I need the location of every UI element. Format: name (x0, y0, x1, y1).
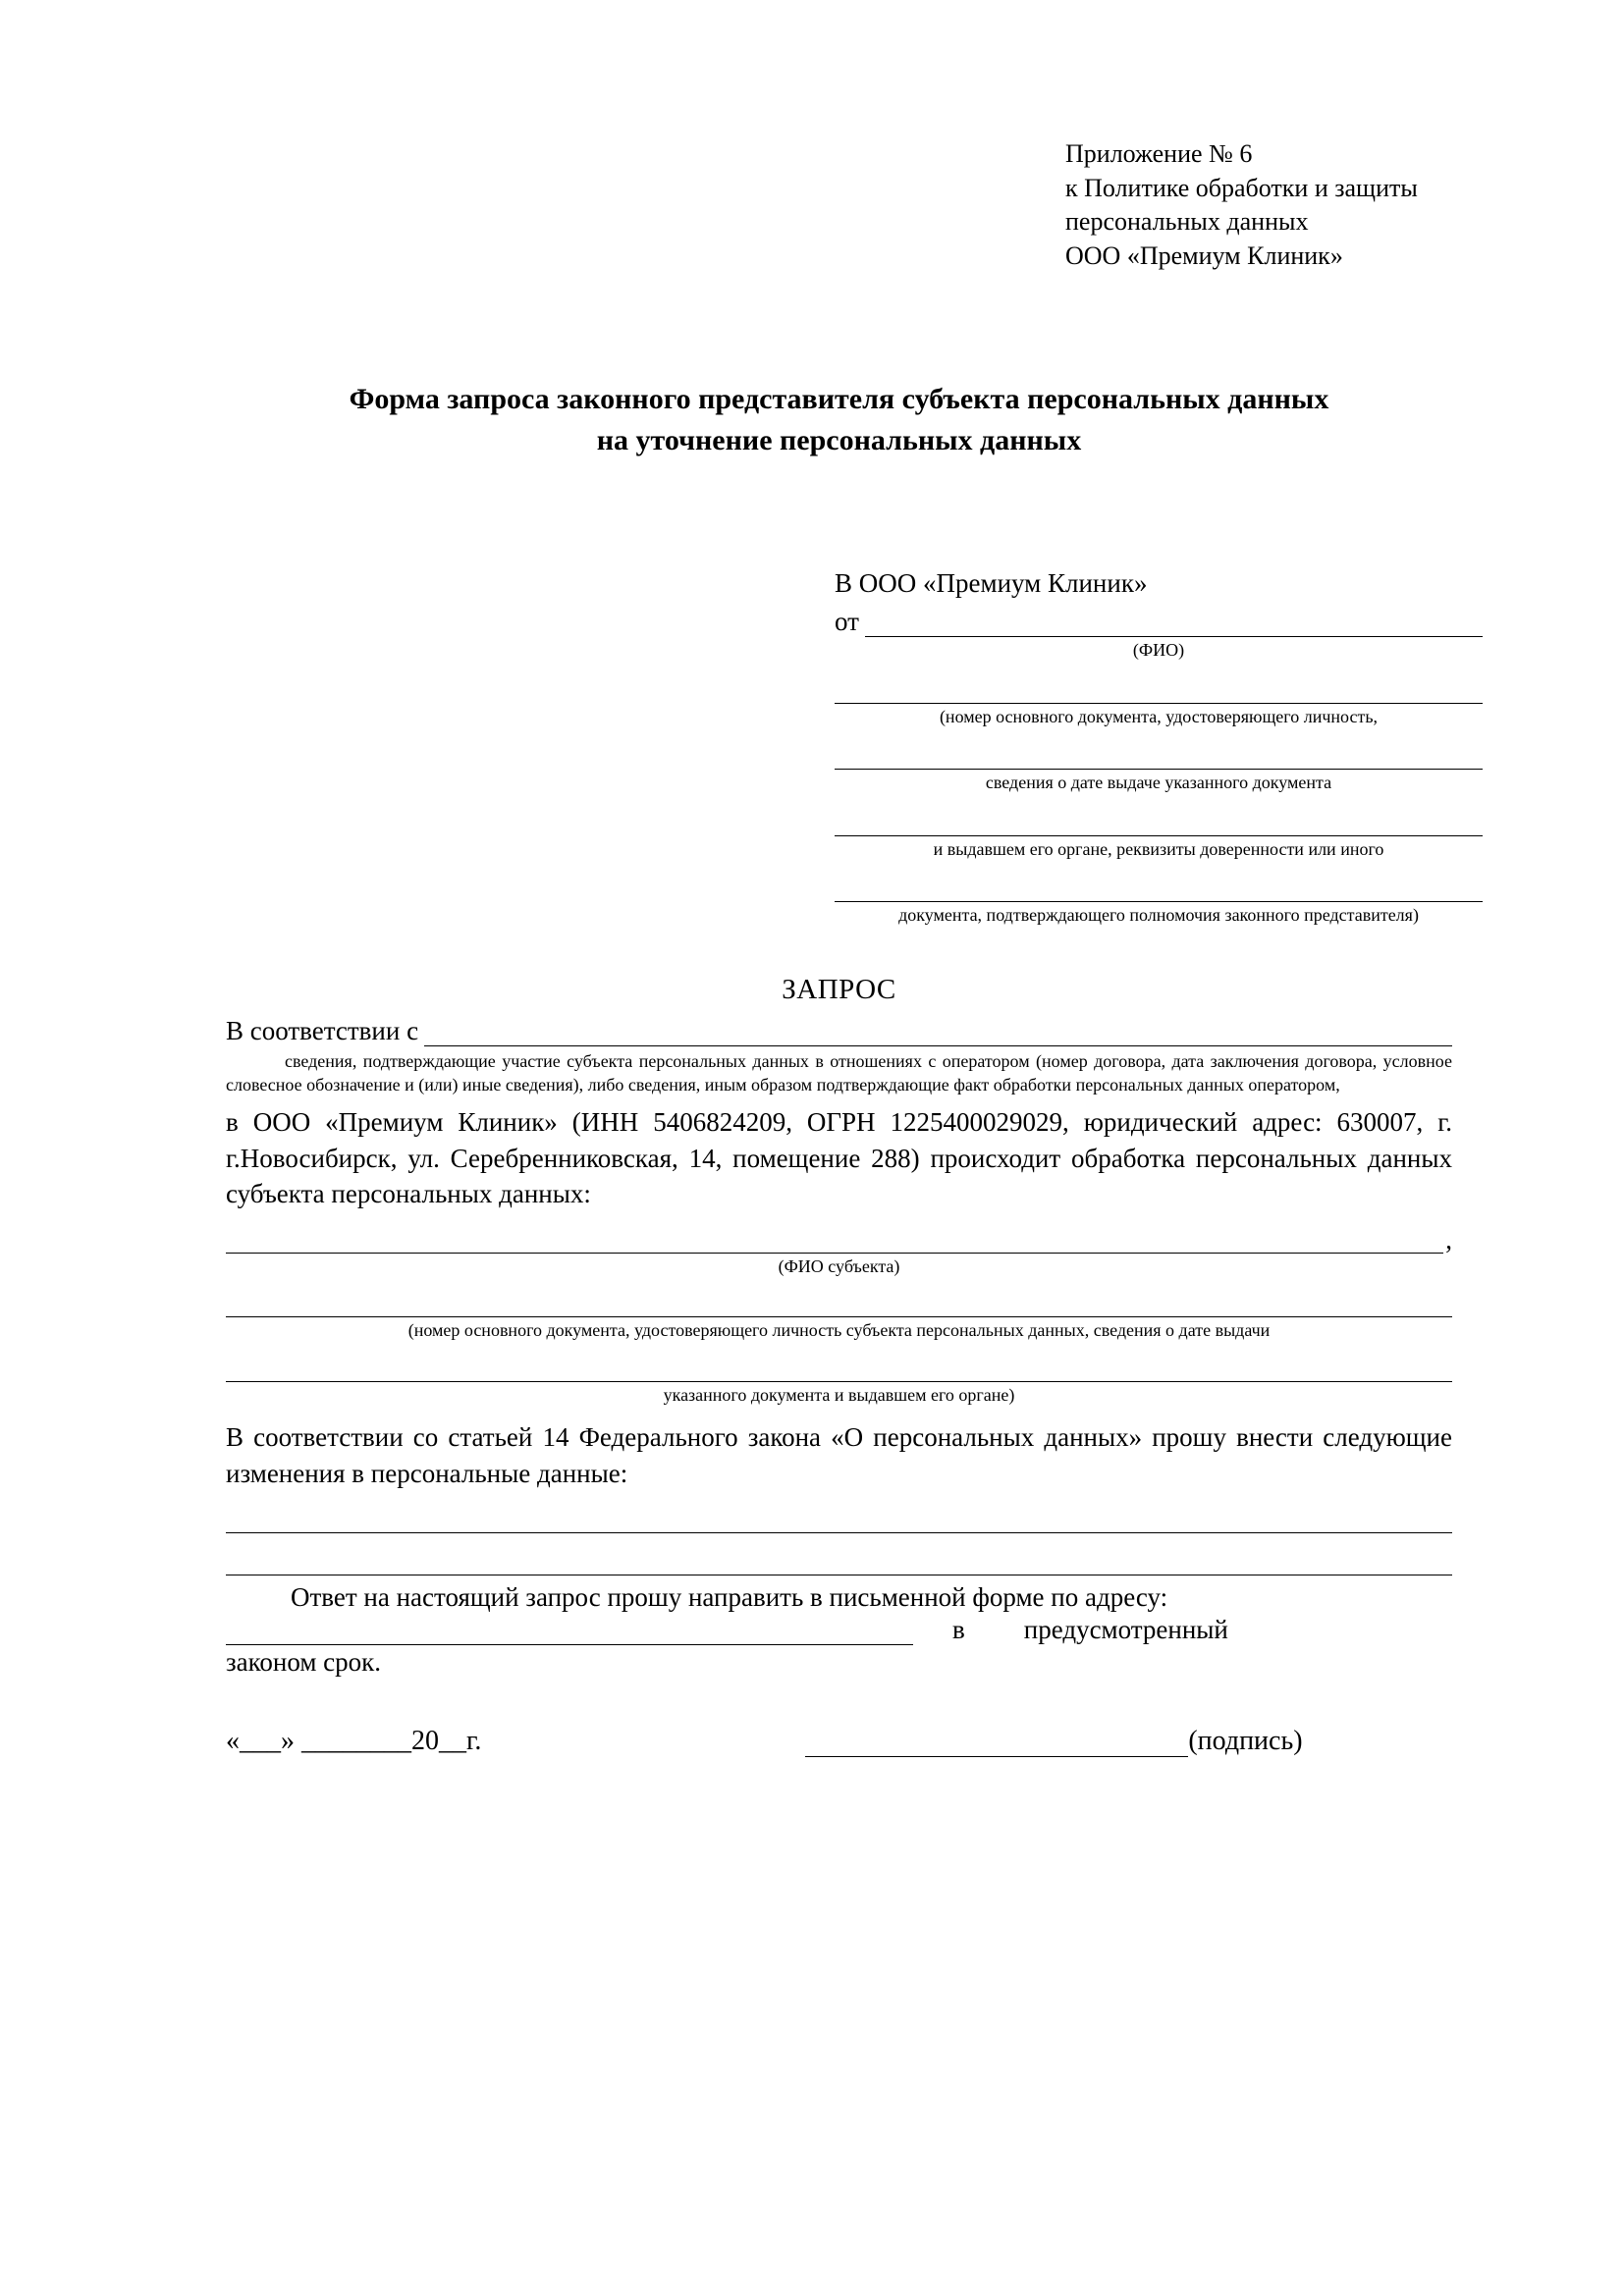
representative-doc-authority-field[interactable] (835, 876, 1483, 902)
small-note: сведения, подтверждающие участие субъекта персональных данных в отношениях с оператором (номер договора, дата заключения договора, условное словесное обозначение и (или) иные сведения), либо сведения, иным образом подтверждающие факт обработки персональных данных оператором, (226, 1050, 1452, 1095)
caption-doc-issuer: и выдавшем его органе, реквизиты доверенности или иного (933, 838, 1384, 859)
caption-fio: (ФИО) (1132, 640, 1185, 661)
addressee-block (835, 568, 1483, 927)
caption-subject-doc: (номер основного документа, удостоверяющего личность субъекта персональных данных, сведения о дате выдачи (407, 1320, 1271, 1341)
signature-row (226, 1726, 1452, 1757)
subject-fio-field[interactable] (226, 1225, 1443, 1254)
from-label: от (835, 607, 859, 637)
law-paragraph: В соответствии со статьей 14 Федерального закона «О персональных данных» прошу внести следующие изменения в персональные данные: (226, 1422, 1452, 1488)
appendix-line-4: ООО «Премиум Клиник» (1065, 240, 1343, 270)
page-title-line-1: Форма запроса законного представителя субъекта персональных данных (349, 383, 1329, 416)
subject-doc-field[interactable] (226, 1291, 1452, 1317)
changes-field-line-1[interactable] (226, 1491, 1452, 1533)
caption-doc-authority: документа, подтверждающего полномочия законного представителя) (898, 905, 1419, 926)
representative-doc-issuer-field[interactable] (835, 810, 1483, 836)
answer-paragraph: Ответ на настоящий запрос прошу направить в письменной форме по адресу: (291, 1581, 1168, 1612)
representative-doc-number-field[interactable] (835, 677, 1483, 704)
subject-fio-comma: , (1445, 1224, 1452, 1255)
appendix-line-1: Приложение № 6 (1065, 139, 1253, 168)
page-title (226, 379, 1452, 460)
subject-doc-issuer-field[interactable] (226, 1356, 1452, 1382)
page-title-line-2: на уточнение персональных данных (596, 423, 1082, 456)
signature-field[interactable] (805, 1729, 1188, 1757)
caption-subject-doc2: указанного документа и выдавшем его органе) (663, 1384, 1015, 1405)
in-accordance-label: В соответствии с (226, 1015, 419, 1045)
addressee-organization: В ООО «Премиум Клиник» (835, 568, 1148, 599)
changes-field-line-2[interactable] (226, 1533, 1452, 1575)
answer-tail-3: законом срок. (226, 1647, 382, 1677)
representative-doc-date-field[interactable] (835, 743, 1483, 770)
signature-caption: (подпись) (1188, 1725, 1303, 1756)
answer-address-row (226, 1615, 1452, 1645)
date-field[interactable]: «___» ________20__г. (226, 1725, 482, 1756)
request-heading: ЗАПРОС (782, 973, 896, 1005)
operator-paragraph: в ООО «Премиум Клиник» (ИНН 5406824209, ОГРН 1225400029029, юридический адрес: 630007, г. г.Новосибирск, ул. Серебренниковская, 14, помещение 288) происходит обработка персональных данных субъекта персональных данных: (226, 1107, 1452, 1208)
caption-subject-fio: (ФИО субъекта) (778, 1255, 900, 1276)
in-accordance-row (226, 1016, 1452, 1046)
representative-name-field[interactable] (865, 611, 1483, 637)
appendix-line-2: к Политике обработки и защиты (1065, 173, 1418, 202)
in-accordance-field[interactable] (424, 1020, 1452, 1046)
appendix-line-3: персональных данных (1065, 207, 1309, 237)
answer-address-field[interactable] (226, 1615, 913, 1645)
subject-fio-row (226, 1225, 1452, 1254)
answer-tail-1: в (952, 1615, 965, 1644)
appendix-header (1065, 137, 1452, 273)
answer-tail-2: предусмотренный (1023, 1615, 1228, 1644)
from-row (835, 607, 1483, 637)
caption-doc-number: (номер основного документа, удостоверяющего личность, (939, 706, 1379, 726)
caption-doc-date: сведения о дате выдаче указанного документа (985, 773, 1332, 793)
